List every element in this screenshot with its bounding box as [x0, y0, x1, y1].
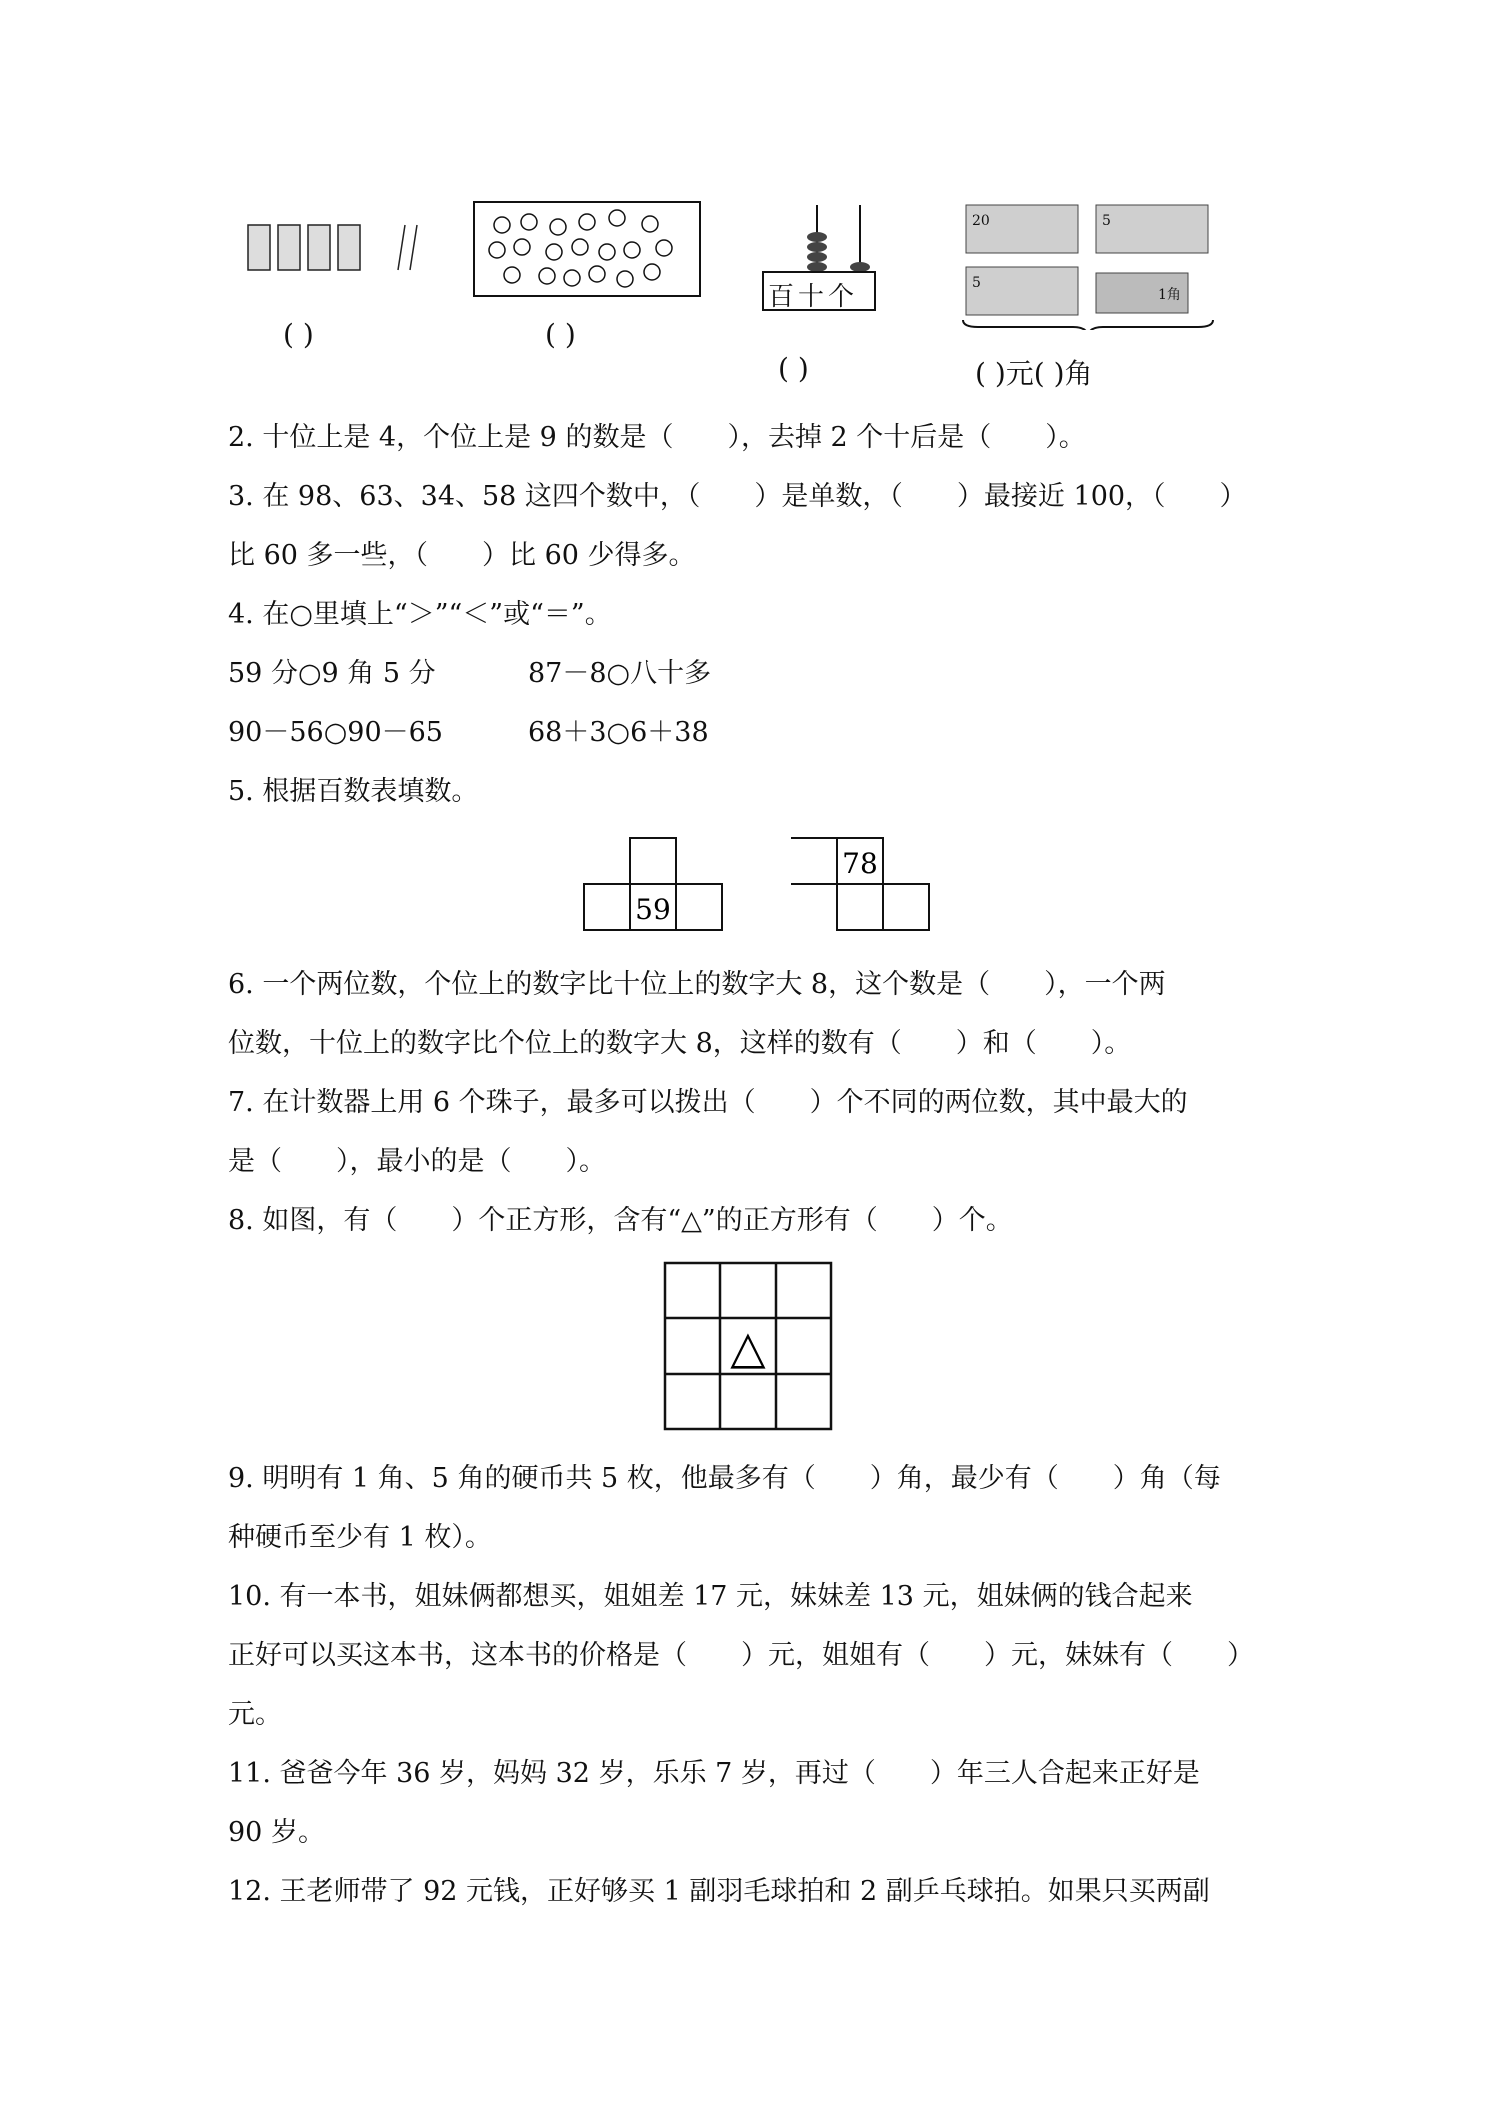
question-9-line2: 种硬币至少有 1 枚）。	[228, 1522, 492, 1553]
single-stick	[398, 225, 405, 270]
svg-text:1角: 1角	[1158, 287, 1181, 303]
banknote-5	[966, 267, 1078, 315]
compare-1: 59 分○9 角 5 分	[228, 658, 436, 689]
single-stick	[410, 225, 417, 270]
dots-answer[interactable]: ( )	[545, 318, 576, 351]
hundred-chart-right-value: 78	[842, 847, 878, 880]
question-10-line2: 正好可以买这本书，这本书的价格是（ ）元，姐姐有（ ）元，妹妹有（ ）	[228, 1640, 1254, 1671]
compare-4: 68＋3○6＋38	[528, 717, 709, 748]
svg-text:5: 5	[972, 275, 981, 291]
question-3-line1: 3. 在 98、63、34、58 这四个数中，（ ）是单数，（ ）最接近 100，（ ）	[228, 481, 1247, 512]
question-3-line2: 比 60 多一些，（ ）比 60 少得多。	[228, 540, 696, 571]
hundred-chart-right	[790, 836, 935, 936]
question-7-line2: 是（ ），最小的是（ ）。	[228, 1146, 606, 1177]
dots-figure	[472, 200, 704, 300]
money-figure	[958, 195, 1238, 330]
money-answer[interactable]: ( )元( )角	[975, 357, 1093, 390]
svg-text:20: 20	[972, 213, 990, 229]
compare-2: 87－8○八十多	[528, 658, 712, 689]
stick-bundle-1	[248, 225, 270, 270]
question-10-line1: 10. 有一本书，姐妹俩都想买，姐姐差 17 元，妹妹差 13 元，姐妹俩的钱合起来	[228, 1581, 1193, 1612]
stick-bundle-3	[308, 225, 330, 270]
question-7-line1: 7. 在计数器上用 6 个珠子，最多可以拨出（ ）个不同的两位数，其中最大的	[228, 1087, 1188, 1118]
question-2: 2. 十位上是 4，个位上是 9 的数是（ ），去掉 2 个十后是（ ）。	[228, 422, 1086, 453]
stick-bundle-4	[338, 225, 360, 270]
svg-text:5: 5	[1102, 213, 1111, 229]
stick-bundle-2	[278, 225, 300, 270]
square-grid-figure	[663, 1261, 835, 1433]
abacus-answer[interactable]: ( )	[778, 352, 809, 385]
question-5: 5. 根据百数表填数。	[228, 776, 479, 807]
hundred-chart-left	[583, 836, 728, 936]
question-10-line3: 元。	[228, 1699, 282, 1730]
question-11-line1: 11. 爸爸今年 36 岁，妈妈 32 岁，乐乐 7 岁，再过（ ）年三人合起来正好是	[228, 1758, 1200, 1789]
question-11-line2: 90 岁。	[228, 1817, 325, 1848]
question-9-line1: 9. 明明有 1 角、5 角的硬币共 5 枚，他最多有（ ）角，最少有（ ）角（每	[228, 1463, 1221, 1494]
banknote-5	[1096, 205, 1208, 253]
question-8: 8. 如图，有（ ）个正方形，含有“△”的正方形有（ ）个。	[228, 1205, 1013, 1236]
question-6-line2: 位数，十位上的数字比个位上的数字大 8，这样的数有（ ）和（ ）。	[228, 1028, 1132, 1059]
sticks-figure	[240, 210, 440, 290]
triangle-icon: △	[730, 1320, 766, 1374]
compare-3: 90－56○90－65	[228, 717, 443, 748]
question-12-line1: 12. 王老师带了 92 元钱，正好够买 1 副羽毛球拍和 2 副乒乓球拍。如果只买两副	[228, 1876, 1210, 1907]
abacus-label: 百十个	[768, 282, 859, 312]
hundred-chart-left-value: 59	[635, 893, 671, 926]
question-4: 4. 在○里填上“＞”“＜”或“＝”。	[228, 599, 612, 630]
sticks-answer[interactable]: ( )	[283, 318, 314, 351]
question-6-line1: 6. 一个两位数，个位上的数字比十位上的数字大 8，这个数是（ ），一个两	[228, 969, 1166, 1000]
